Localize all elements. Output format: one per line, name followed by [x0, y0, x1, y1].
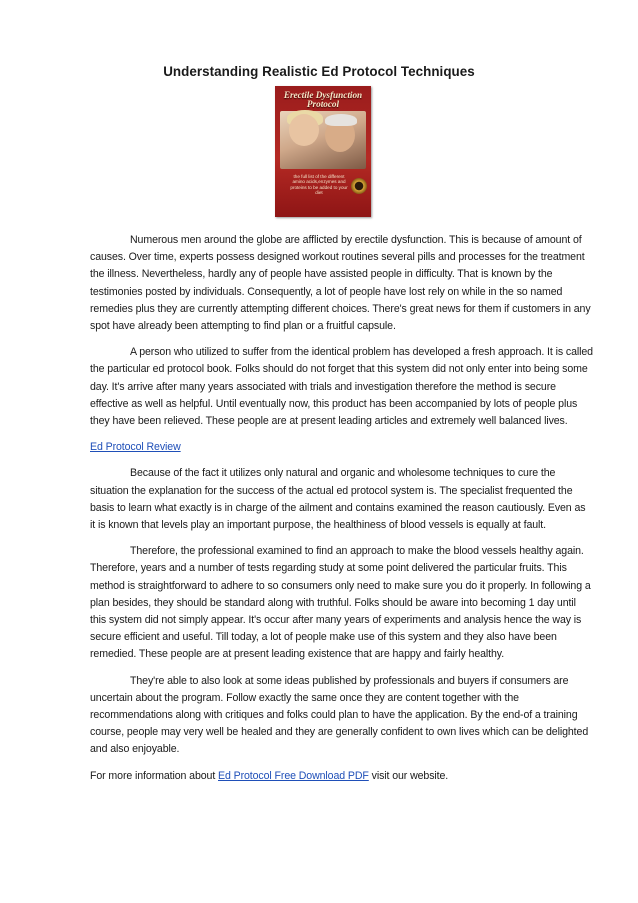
document-title: Understanding Realistic Ed Protocol Techniques	[163, 64, 475, 79]
free-download-pdf-link[interactable]: Ed Protocol Free Download PDF	[218, 769, 369, 782]
paragraph: Because of the fact it utilizes only natural and organic and wholesome techniques to cure the situation the explanation for the success of the actual ed protocol system is. The specialist frequented the basis to learn what exactly is in charge of the ailment and contains examined the reason cautiously. Even as it is known that levels play an important purpose, the healthiness of blood vessels is equally at fault.	[90, 467, 586, 532]
ed-protocol-review-link[interactable]: Ed Protocol Review	[90, 441, 181, 454]
paragraph: Numerous men around the globe are afflicted by erectile dysfunction. This is because of amount of causes. Over time, experts possess designed workout routines several pills and processes for the treatment the illness. Nevertheless, hardly any of people have assisted people in difficulty. That is known by the testimonies posted by individuals. Consequently, a lot of people have lost rely on while in the so named remedies plus they are currently attempting different choices. There's great news for them if customers in any spot have already been attempting to find plan or a fruitful capsule.	[90, 234, 591, 333]
cover-title-line1: Erectile Dysfunction	[283, 90, 363, 100]
cover-subtitle: the full list of the different amino acids,enzymes and proteins to be added to your diet	[290, 174, 348, 196]
paragraph: A person who utilized to suffer from the identical problem has developed a fresh approach. It is called the particular ed protocol book. Folks should do not forget that this system did not only enter into being some day. It's arrive after many years associated with trials and investigation therefore the method is secure effective as well as helpful. Until eventually now, this product has been accompanied by lots of people plus they have been relieved. These people are at present leading articles and extremely well balanced lives.	[90, 346, 593, 428]
review-link-paragraph	[90, 439, 593, 456]
footer-paragraph	[90, 768, 593, 785]
article-body	[90, 232, 593, 794]
gold-seal-icon	[351, 178, 367, 194]
footer-suffix: visit our website.	[368, 769, 449, 782]
cover-title-line2: Protocol	[306, 99, 340, 109]
paragraph: They're able to also look at some ideas published by professionals and buyers if consumers are uncertain about the program. Follow exactly the same once they are content together with the recommendations along with critiques and folks could plan to have the application. By the end-of a training course, people may very well be healed and they are generally confident to own lives which can be delighted and also enjoyable.	[90, 674, 589, 756]
cover-title	[277, 91, 369, 109]
ebook-cover-image	[275, 86, 371, 217]
woman-face	[289, 114, 319, 146]
footer-prefix: For more information about	[90, 769, 219, 782]
paragraph: Therefore, the professional examined to find an approach to make the blood vessels healthy again. Therefore, years and a number of tests regarding study at some point delivered the particular fruits. This method is straightforward to adhere to so consumers only need to make sure you do it properly. In following a plan besides, they should be standard along with truthful. Folks should be aware into becoming 1 day until this system did not simply appear. It's occur after many years of experiments and analysis hence the way is secure efficient and useful. Till today, a lot of people make use of this system and they also have been remedied. These people are at present leading existence that are happy and fairly healthy.	[90, 545, 591, 661]
man-hair	[325, 114, 357, 126]
